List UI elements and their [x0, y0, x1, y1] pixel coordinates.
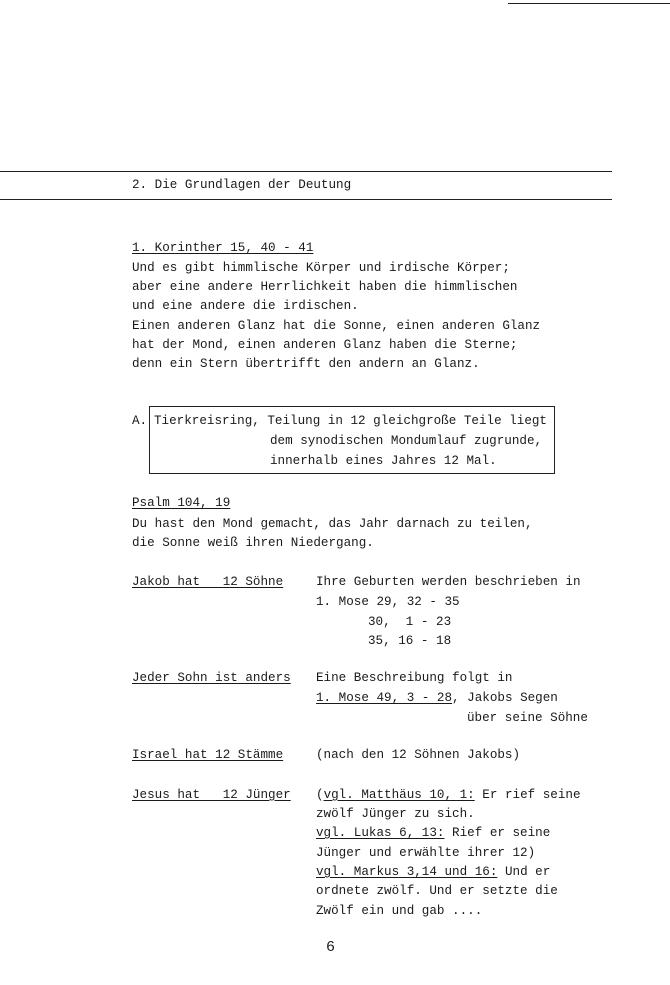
header-rule-top	[0, 171, 612, 172]
jesus-line-rest: Er rief seine	[474, 788, 581, 802]
korinther-ref: 1. Korinther 15, 40 - 41	[132, 241, 314, 255]
markus-ref: vgl. Markus 3,14 und 16:	[316, 865, 498, 879]
korinther-line: Und es gibt himmlische Körper und irdische Körper;	[132, 261, 510, 275]
header-rule-bottom	[0, 199, 612, 200]
jesus-line	[316, 786, 581, 805]
korinther-line: denn ein Stern übertrifft den andern an Glanz.	[132, 357, 480, 371]
box-line: Tierkreisring, Teilung in 12 gleichgroße Teile liegt	[154, 414, 547, 428]
box-line: innerhalb eines Jahres 12 Mal.	[270, 454, 497, 468]
jakob-line: 35, 16 - 18	[368, 634, 452, 648]
jesus-line: zwölf Jünger zu sich.	[316, 807, 475, 821]
sohn-heading: Jeder Sohn ist anders	[132, 671, 291, 685]
jesus-paren: (	[316, 788, 324, 802]
sohn-line: Eine Beschreibung folgt in	[316, 671, 513, 685]
top-corner-rule	[508, 3, 670, 4]
psalm-ref: Psalm 104, 19	[132, 496, 231, 510]
lukas-ref: vgl. Lukas 6, 13:	[316, 826, 445, 840]
korinther-line: Einen anderen Glanz hat die Sonne, einen anderen Glanz	[132, 319, 541, 333]
jakob-line: 1. Mose 29, 32 - 35	[316, 595, 460, 609]
jesus-heading: Jesus hat 12 Jünger	[132, 788, 291, 802]
psalm-line: die Sonne weiß ihren Niedergang.	[132, 536, 374, 550]
jesus-line: Jünger und erwählte ihrer 12)	[316, 846, 536, 860]
psalm-line: Du hast den Mond gemacht, das Jahr darnach zu teilen,	[132, 517, 533, 531]
jakob-line: 30, 1 - 23	[368, 615, 452, 629]
sohn-ref-suffix: , Jakobs Segen	[452, 691, 558, 705]
section-title: 2. Die Grundlagen der Deutung	[132, 178, 352, 192]
israel-note: (nach den 12 Söhnen Jakobs)	[316, 748, 521, 762]
box-marker: A.	[132, 414, 148, 428]
sohn-ref: 1. Mose 49, 3 - 28	[316, 691, 453, 705]
jesus-line: ordnete zwölf. Und er setzte die	[316, 884, 558, 898]
box-line: dem synodischen Mondumlauf zugrunde,	[270, 434, 543, 448]
jakob-line: Ihre Geburten werden beschrieben in	[316, 575, 581, 589]
matthaeus-ref: vgl. Matthäus 10, 1:	[323, 788, 475, 802]
sohn-line: über seine Söhne	[467, 711, 588, 725]
jesus-line	[316, 824, 550, 843]
sohn-ref-line	[316, 689, 558, 708]
korinther-line: und eine andere die irdischen.	[132, 299, 359, 313]
jesus-line: Zwölf ein und gab ....	[316, 904, 483, 918]
israel-heading: Israel hat 12 Stämme	[132, 748, 284, 762]
korinther-line: aber eine andere Herrlichkeit haben die himmlischen	[132, 280, 518, 294]
korinther-line: hat der Mond, einen anderen Glanz haben die Sterne;	[132, 338, 518, 352]
jesus-line-rest: Rief er seine	[444, 826, 551, 840]
jesus-line	[316, 863, 550, 882]
page-number: 6	[326, 939, 336, 956]
jesus-line-rest: Und er	[497, 865, 551, 879]
jakob-heading: Jakob hat 12 Söhne	[132, 575, 284, 589]
